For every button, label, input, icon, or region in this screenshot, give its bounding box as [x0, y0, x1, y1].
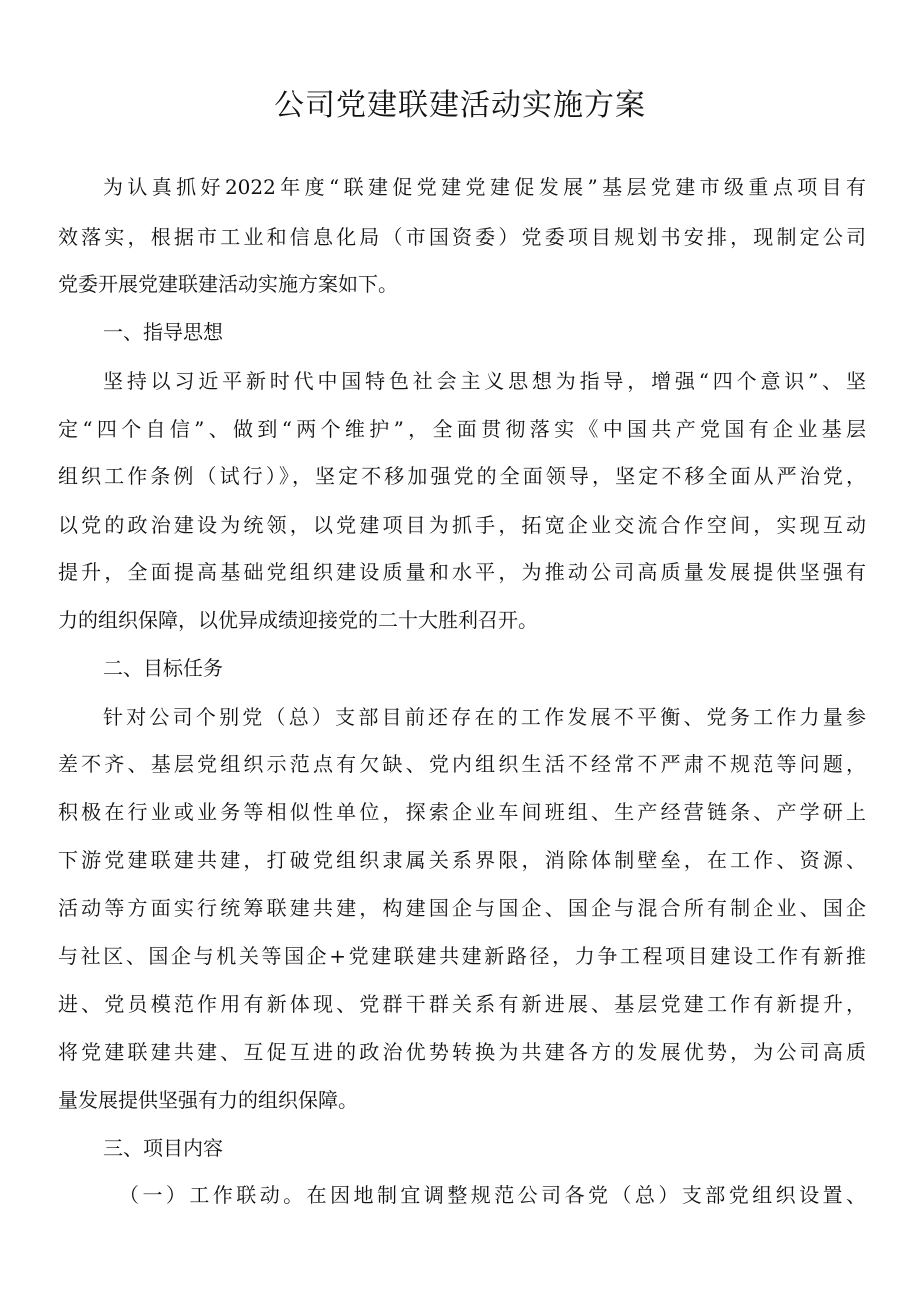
section3-subitem-line: （一）工作联动。在因地制宜调整规范公司各党（总）支部党组织设置、: [119, 1183, 866, 1207]
section1-line: 提升，全面提高基础党组织建设质量和水平，为推动公司高质量发展提供坚强有: [58, 560, 866, 584]
section2-line: 活动等方面实行统筹联建共建，构建国企与国企、国企与混合所有制企业、国企: [58, 896, 866, 920]
section-heading-goals: 二、目标任务: [103, 656, 223, 680]
intro-line: 效落实，根据市工业和信息化局（市国资委）党委项目规划书安排，现制定公司: [58, 225, 866, 249]
section2-line: 针对公司个别党（总）支部目前还存在的工作发展不平衡、党务工作力量参: [103, 705, 866, 729]
section2-line: 差不齐、基层党组织示范点有欠缺、党内组织生活不经常不严肃不规范等问题，: [58, 752, 866, 776]
intro-line: 为认真抓好2022年度“联建促党建党建促发展”基层党建市级重点项目有: [103, 175, 866, 199]
document-title: 公司党建联建活动实施方案: [274, 88, 646, 123]
section1-line: 坚持以习近平新时代中国特色社会主义思想为指导，增强“四个意识”、坚: [103, 369, 866, 393]
section2-line: 将党建联建共建、互促互进的政治优势转换为共建各方的发展优势，为公司高质: [58, 1040, 866, 1064]
section2-line: 量发展提供坚强有力的组织保障。: [58, 1088, 358, 1112]
section2-line: 与社区、国企与机关等国企+党建联建共建新路径，力争工程项目建设工作有新推: [58, 944, 866, 968]
section1-line: 力的组织保障，以优异成绩迎接党的二十大胜利召开。: [58, 608, 538, 632]
intro-line: 党委开展党建联建活动实施方案如下。: [58, 272, 398, 296]
section2-line: 积极在行业或业务等相似性单位，探索企业车间班组、生产经营链条、产学研上: [58, 800, 866, 824]
section-heading-guiding-ideology: 一、指导思想: [103, 320, 223, 344]
section2-line: 进、党员模范作用有新体现、党群干群关系有新进展、基层党建工作有新提升，: [58, 992, 866, 1016]
section1-line: 组织工作条例（试行）》，坚定不移加强党的全面领导，坚定不移全面从严治党，: [58, 464, 866, 488]
section-heading-project-content: 三、项目内容: [103, 1136, 223, 1160]
section2-line: 下游党建联建共建，打破党组织隶属关系界限，消除体制壁垒，在工作、资源、: [58, 848, 866, 872]
section1-line: 以党的政治建设为统领，以党建项目为抓手，拓宽企业交流合作空间，实现互动: [58, 513, 866, 537]
section1-line: 定“四个自信”、做到“两个维护”，全面贯彻落实《中国共产党国有企业基层: [58, 417, 866, 441]
